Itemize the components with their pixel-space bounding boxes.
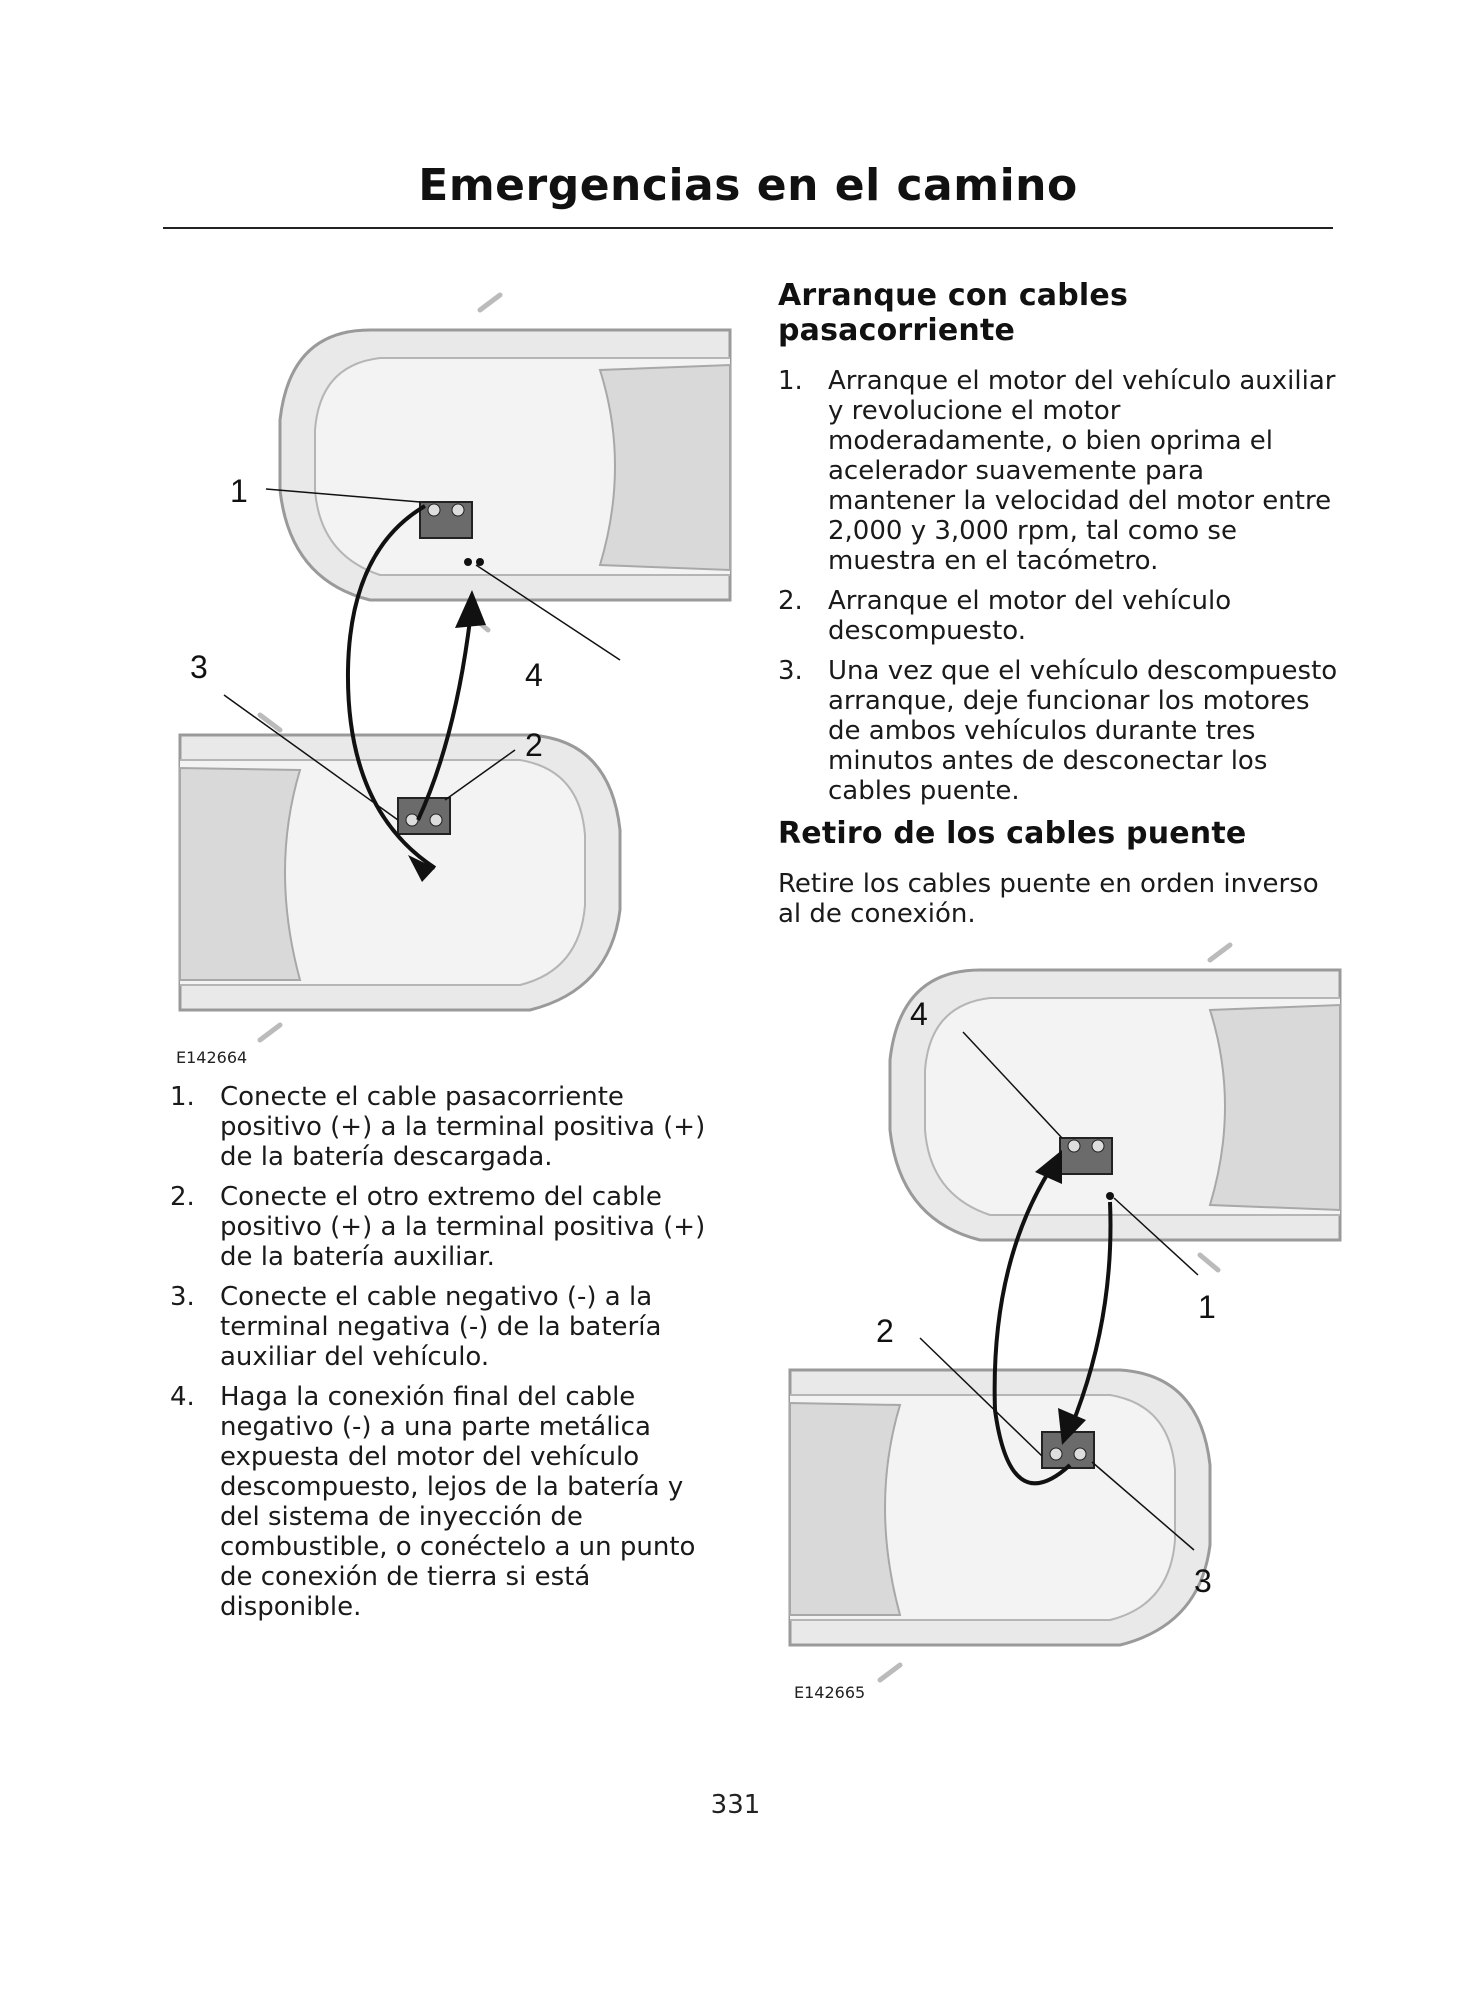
removal-text: Retire los cables puente en orden inverso al de conexión.	[778, 869, 1319, 929]
jump-start-connection-diagram	[170, 290, 740, 1070]
page-number: 331	[710, 1790, 761, 1820]
list-item: 2. Arranque el motor del vehículo descompuesto.	[778, 586, 1232, 646]
callout-1: 1	[230, 473, 248, 509]
callout-3: 3	[190, 649, 208, 685]
assisting-vehicle-illustration	[790, 1370, 1210, 1680]
dead-battery-icon	[1060, 1138, 1112, 1174]
connection-steps	[170, 1082, 730, 1632]
section-heading-removal: Retiro de los cables puente	[778, 816, 1247, 851]
callout-1: 1	[1198, 1289, 1216, 1325]
page-title: Emergencias en el camino	[418, 160, 1078, 211]
callout-2: 2	[876, 1313, 894, 1349]
ground-point-icon	[1106, 1192, 1114, 1200]
list-item: 1. Conecte el cable pasacorriente positivo (+) a la terminal positiva (+) de la batería descargada.	[170, 1082, 706, 1172]
list-item: 3. Conecte el cable negativo (-) a la terminal negativa (-) de la batería auxiliar del vehículo.	[170, 1282, 662, 1372]
list-item: 3. Una vez que el vehículo descompuesto arranque, deje funcionar los motores de ambos vehículos durante tres minutos antes de desconectar los cables puente.	[778, 656, 1338, 806]
callout-2: 2	[525, 727, 543, 763]
right-column	[778, 278, 1338, 929]
list-item: 2. Conecte el otro extremo del cable positivo (+) a la terminal positiva (+) de la batería auxiliar.	[170, 1182, 706, 1272]
callout-3: 3	[1194, 1563, 1212, 1599]
disabled-vehicle-illustration	[890, 945, 1340, 1270]
jump-cable-removal-diagram	[780, 940, 1350, 1700]
ground-point-icon	[464, 558, 472, 566]
section-heading-jump-start: Arranque con cables pasacorriente	[778, 278, 1129, 348]
title-rule	[163, 227, 1333, 229]
dead-battery-icon	[420, 502, 472, 538]
list-item: 4. Haga la conexión final del cable negativo (-) a una parte metálica expuesta del motor del vehículo descompuesto, lejos de la batería y del sistema de inyección de combustible, o conéctelo a un punto de conexión de tierra si está disponible.	[170, 1382, 696, 1622]
figure-code: E142665	[794, 1683, 866, 1702]
callout-4: 4	[910, 996, 928, 1032]
disabled-vehicle-illustration	[280, 295, 730, 630]
figure-code: E142664	[176, 1048, 248, 1067]
list-item: 1. Arranque el motor del vehículo auxiliar y revolucione el motor moderadamente, o bien oprima el acelerador suavemente para mantener la velocidad del motor entre 2,000 y 3,000 rpm, tal como se muestra en el tacómetro.	[778, 366, 1336, 576]
callout-4: 4	[525, 657, 543, 693]
assisting-vehicle-illustration	[180, 715, 620, 1040]
